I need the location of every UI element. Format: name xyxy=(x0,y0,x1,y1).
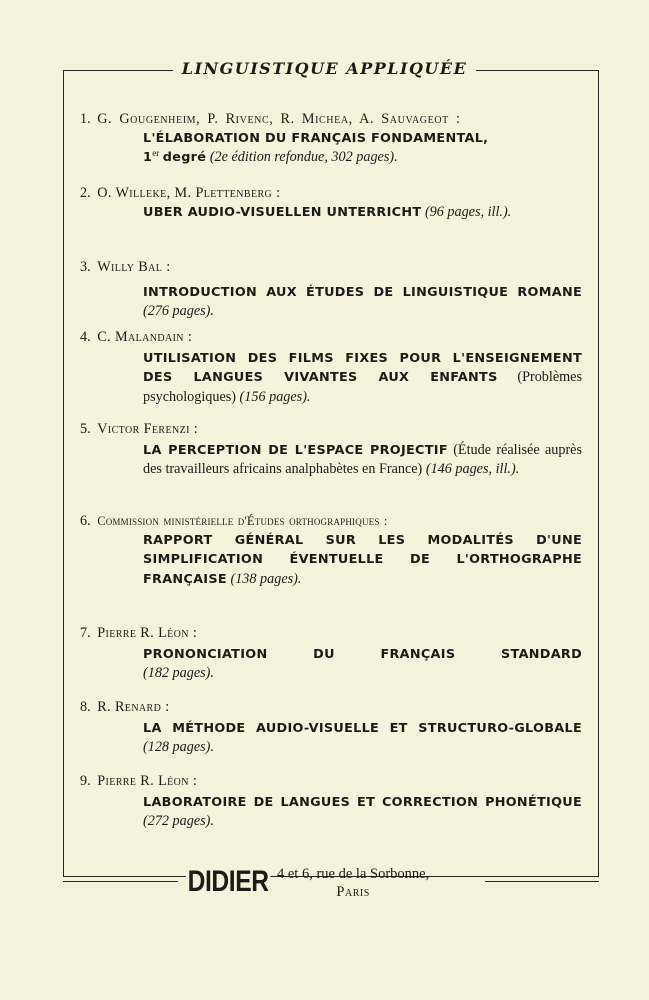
item-note: (138 pages). xyxy=(230,570,302,587)
item-authors-text: Willy Bal : xyxy=(97,259,171,275)
list-item xyxy=(80,110,582,184)
item-number: 4. xyxy=(80,329,91,345)
item-description xyxy=(143,719,582,757)
item-description xyxy=(143,349,582,407)
item-title: UTILISATION DES FILMS FIXES POUR L'ENSEIGNEMENT DES LANGUES VIVANTES AUX ENFANTS xyxy=(143,350,582,385)
item-number: 9. xyxy=(80,773,91,789)
item-authors-text: G. Gougenheim, P. Rivenc, R. Michea, A. Sauvageot : xyxy=(97,111,461,127)
item-degree-text: degré xyxy=(162,150,207,165)
item-number: 7. xyxy=(80,625,91,641)
item-title: RAPPORT GÉNÉRAL SUR LES MODALITÉS D'UNE SIMPLIFICATION ÉVENTUELLE DE L'ORTHOGRAPHE FRANÇAISE xyxy=(143,532,582,587)
item-title: L'ÉLABORATION DU FRANÇAIS FONDAMENTAL, xyxy=(143,130,489,146)
item-description xyxy=(143,203,582,223)
item-title: LA MÉTHODE AUDIO-VISUELLE ET STRUCTURO-GLOBALE xyxy=(143,720,582,736)
item-note: (146 pages, ill.). xyxy=(425,461,520,477)
item-authors xyxy=(80,110,582,129)
publisher-name: DIDIER xyxy=(187,865,269,898)
item-authors xyxy=(80,512,582,531)
item-degree-number: 1 xyxy=(143,150,153,165)
list-item xyxy=(80,698,582,772)
series-title xyxy=(0,58,649,81)
item-authors-text: Pierre R. Léon : xyxy=(97,773,198,789)
item-authors-text: C. Malandain : xyxy=(97,329,193,345)
item-authors-text: Commission ministérielle d'Études orthographiques : xyxy=(97,514,388,528)
item-title: LABORATOIRE DE LANGUES ET CORRECTION PHONÉTIQUE xyxy=(143,794,582,810)
list-item xyxy=(80,512,582,624)
publisher-address xyxy=(277,865,429,901)
item-note: (128 pages). xyxy=(143,739,214,755)
item-subtitle: (Problèmes psychologiques) xyxy=(143,369,582,405)
list-item xyxy=(80,624,582,698)
address-street: 4 et 6, rue de la Sorbonne, xyxy=(277,866,430,882)
item-note: (272 pages). xyxy=(143,813,214,829)
item-authors xyxy=(80,328,582,347)
item-authors xyxy=(80,420,582,439)
item-description xyxy=(143,645,582,683)
list-item xyxy=(80,258,582,328)
item-authors xyxy=(80,184,582,203)
list-item xyxy=(80,420,582,512)
item-number: 5. xyxy=(80,421,91,437)
address-city: Paris xyxy=(336,884,370,900)
item-number: 3. xyxy=(80,259,91,275)
item-description xyxy=(143,129,582,168)
item-title: LA PERCEPTION DE L'ESPACE PROJECTIF xyxy=(143,442,448,458)
item-note: (156 pages). xyxy=(239,388,311,405)
item-title: INTRODUCTION AUX ÉTUDES DE LINGUISTIQUE ROMANE xyxy=(143,284,582,300)
item-authors-text: Victor Ferenzi : xyxy=(97,421,199,437)
footer-rule-right xyxy=(485,881,599,882)
item-number: 2. xyxy=(80,185,91,201)
list-item xyxy=(80,772,582,846)
item-authors xyxy=(80,698,582,717)
item-authors xyxy=(80,258,582,277)
item-number: 1. xyxy=(80,111,91,127)
item-authors xyxy=(80,624,582,643)
item-number: 6. xyxy=(80,513,91,529)
item-description xyxy=(143,531,582,590)
item-note: (96 pages, ill.). xyxy=(424,203,512,220)
item-note: (276 pages). xyxy=(143,303,214,319)
series-title-text: LINGUISTIQUE APPLIQUÉE xyxy=(173,59,477,78)
item-number: 8. xyxy=(80,699,91,715)
item-authors xyxy=(80,772,582,791)
item-title: PRONONCIATION DU FRANÇAIS STANDARD xyxy=(143,646,582,662)
item-note: (2e édition refondue, 302 pages). xyxy=(209,149,398,165)
item-authors-text: O. Willeke, M. Plettenberg : xyxy=(97,185,281,201)
list-item xyxy=(80,184,582,258)
book-list xyxy=(80,110,582,846)
item-degree-sup: er xyxy=(152,148,160,158)
list-item xyxy=(80,328,582,420)
footer-rule-left xyxy=(63,881,178,882)
item-description xyxy=(143,283,582,321)
item-description xyxy=(143,793,582,831)
item-description xyxy=(143,441,582,479)
item-subtitle: (Étude réalisée auprès des travailleurs africains analphabètes en France) xyxy=(143,441,582,477)
item-title: UBER AUDIO-VISUELLEN UNTERRICHT xyxy=(143,204,422,220)
item-note: (182 pages). xyxy=(143,665,214,681)
item-authors-text: Pierre R. Léon : xyxy=(97,625,198,641)
item-authors-text: R. Renard : xyxy=(97,699,170,715)
